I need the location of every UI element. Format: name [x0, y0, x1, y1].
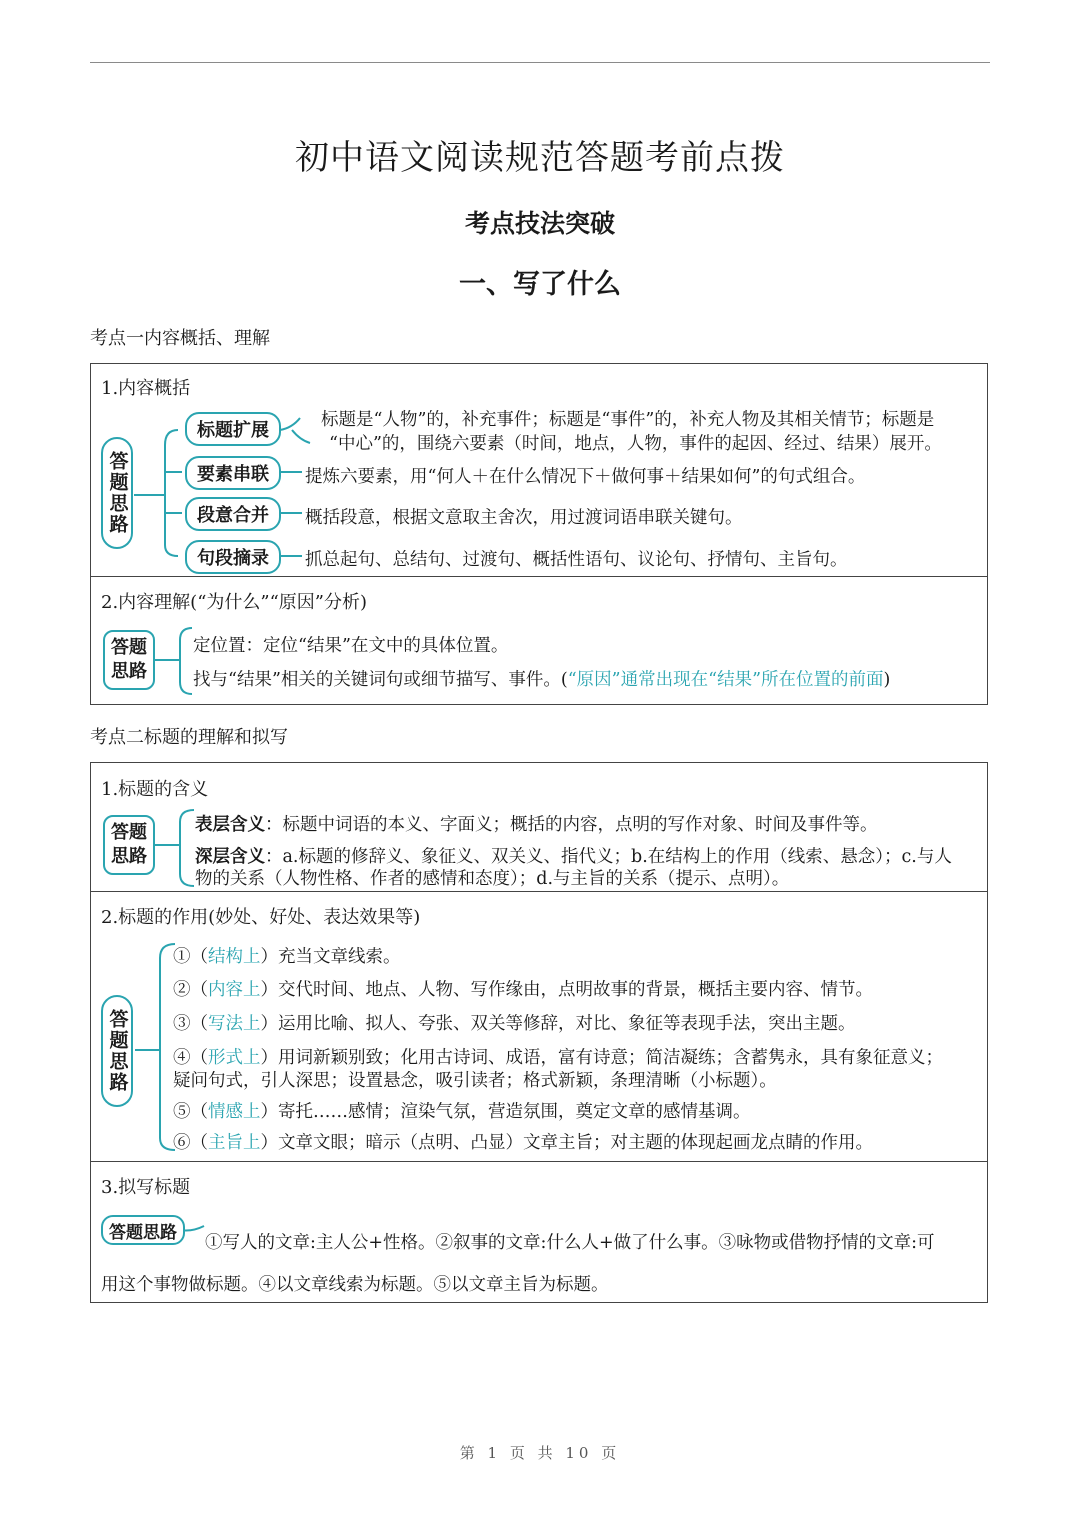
item-tag: 主旨上 — [208, 1133, 261, 1153]
function-item-6 — [173, 1129, 873, 1154]
item-tag: 写法上 — [208, 1014, 261, 1034]
answer-approach-badge: 答题思路 — [101, 995, 133, 1107]
surface-meaning-label: 表层含义 — [195, 815, 265, 835]
method-label-1: 标题扩展 — [185, 412, 281, 446]
item-tag: 结构上 — [208, 947, 261, 967]
content-box-2 — [90, 762, 988, 1303]
method-text-1: 标题是“人物”的，补充事件；标题是“事件”的，补充人物及其相关情节；标题是 — [321, 410, 935, 430]
part-title: 3.拟写标题 — [101, 1177, 191, 1198]
method-text-4: 抓总起句、总结句、过渡句、概括性语句、议论句、抒情句、主旨句。 — [305, 550, 848, 570]
header-rule — [90, 62, 990, 63]
titling-methods: ①写人的文章:主人公+性格。②叙事的文章:什么人+做了什么事。③咏物或借物抒情的文章:可 — [205, 1233, 935, 1253]
item-num: ④（ — [173, 1048, 208, 1068]
item-num: ⑥（ — [173, 1133, 208, 1153]
item-text: ）运用比喻、拟人、夸张、双关等修辞，对比、象征等表现手法，突出主题。 — [260, 1014, 856, 1034]
item-text: ）交代时间、地点、人物、写作缘由，点明故事的背景，概括主要内容、情节。 — [260, 980, 873, 1000]
divider — [91, 576, 987, 577]
method-text-3: 概括段意，根据文意取主舍次，用过渡词语串联关键句。 — [305, 508, 743, 528]
answer-approach-badge: 答题思路 — [101, 1215, 185, 1245]
section-heading-2: 考点二标题的理解和拟写 — [90, 727, 288, 748]
item-num: ③（ — [173, 1014, 208, 1034]
surface-meaning — [195, 811, 878, 836]
locate-text: 定位置：定位“结果”在文中的具体位置。 — [193, 636, 509, 656]
find-text — [193, 666, 890, 691]
answer-approach-badge: 答题思路 — [103, 630, 155, 690]
item-text: ）文章文眼；暗示（点明、凸显）文章主旨；对主题的体现起画龙点睛的作用。 — [260, 1133, 873, 1153]
item-tag: 形式上 — [208, 1048, 261, 1068]
section-heading-1: 考点一内容概括、理解 — [90, 328, 270, 349]
function-item-2 — [173, 976, 873, 1001]
divider — [91, 1161, 987, 1162]
deep-meaning-label: 深层含义 — [195, 847, 265, 867]
page-number: 第 1 页 共 10 页 — [459, 1444, 621, 1462]
answer-approach-badge: 答题思路 — [103, 815, 155, 875]
answer-approach-badge: 答题思路 — [101, 437, 133, 549]
function-item-5 — [173, 1098, 751, 1123]
method-label-3: 段意合并 — [185, 497, 281, 531]
item-num: ⑤（ — [173, 1102, 208, 1122]
find-text-main: 找与“结果”相关的关键词句或细节描写、事件。( — [193, 670, 568, 690]
part-title: 1.内容概括 — [101, 378, 191, 399]
subtitle: 考点技法突破 — [464, 209, 615, 238]
divider — [91, 891, 987, 892]
function-item-3 — [173, 1010, 856, 1035]
part-title: 2.标题的作用(妙处、好处、表达效果等) — [101, 907, 421, 928]
function-item-4-cont: 疑问句式，引人深思；设置悬念，吸引读者；格式新颖，条理清晰（小标题）。 — [173, 1071, 777, 1091]
item-num: ①（ — [173, 947, 208, 967]
item-text: ）寄托……感情；渲染气氛，营造氛围，奠定文章的感情基调。 — [260, 1102, 751, 1122]
titling-methods-cont: 用这个事物做标题。④以文章线索为标题。⑤以文章主旨为标题。 — [101, 1275, 609, 1295]
item-text: ）用词新颖别致；化用古诗词、成语，富有诗意；简洁凝练；含蓄隽永，具有象征意义； — [260, 1048, 943, 1068]
function-item-4 — [173, 1044, 943, 1069]
deep-meaning-text: ：a.标题的修辞义、象征义、双关义、指代义；b.在结构上的作用（线索、悬念）；c.与人 — [265, 847, 952, 867]
item-tag: 情感上 — [208, 1102, 261, 1122]
find-text-note: “原因”通常出现在“结果”所在位置的前面 — [567, 670, 884, 690]
method-label-2: 要素串联 — [185, 456, 281, 490]
method-text-1-cont: “中心”的，围绕六要素（时间，地点，人物，事件的起因、经过、结果）展开。 — [329, 434, 942, 454]
part-title: 1.标题的含义 — [101, 779, 209, 800]
find-text-end: ) — [883, 670, 891, 690]
item-text: ）充当文章线索。 — [260, 947, 401, 967]
content-box-1 — [90, 363, 988, 705]
item-tag: 内容上 — [208, 980, 261, 1000]
surface-meaning-text: ：标题中词语的本义、字面义；概括的内容，点明的写作对象、时间及事件等。 — [265, 815, 878, 835]
part-title: 2.内容理解(“为什么”“原因”分析) — [101, 592, 368, 613]
chapter-title: 一、写了什么 — [459, 269, 621, 300]
method-label-4: 句段摘录 — [185, 540, 281, 574]
method-text-2: 提炼六要素，用“何人＋在什么情况下＋做何事＋结果如何”的句式组合。 — [305, 467, 866, 487]
document-title: 初中语文阅读规范答题考前点拨 — [295, 138, 785, 178]
function-item-1 — [173, 943, 401, 968]
item-num: ②（ — [173, 980, 208, 1000]
deep-meaning-cont: 物的关系（人物性格、作者的感情和态度）；d.与主旨的关系（提示、点明）。 — [195, 869, 790, 889]
